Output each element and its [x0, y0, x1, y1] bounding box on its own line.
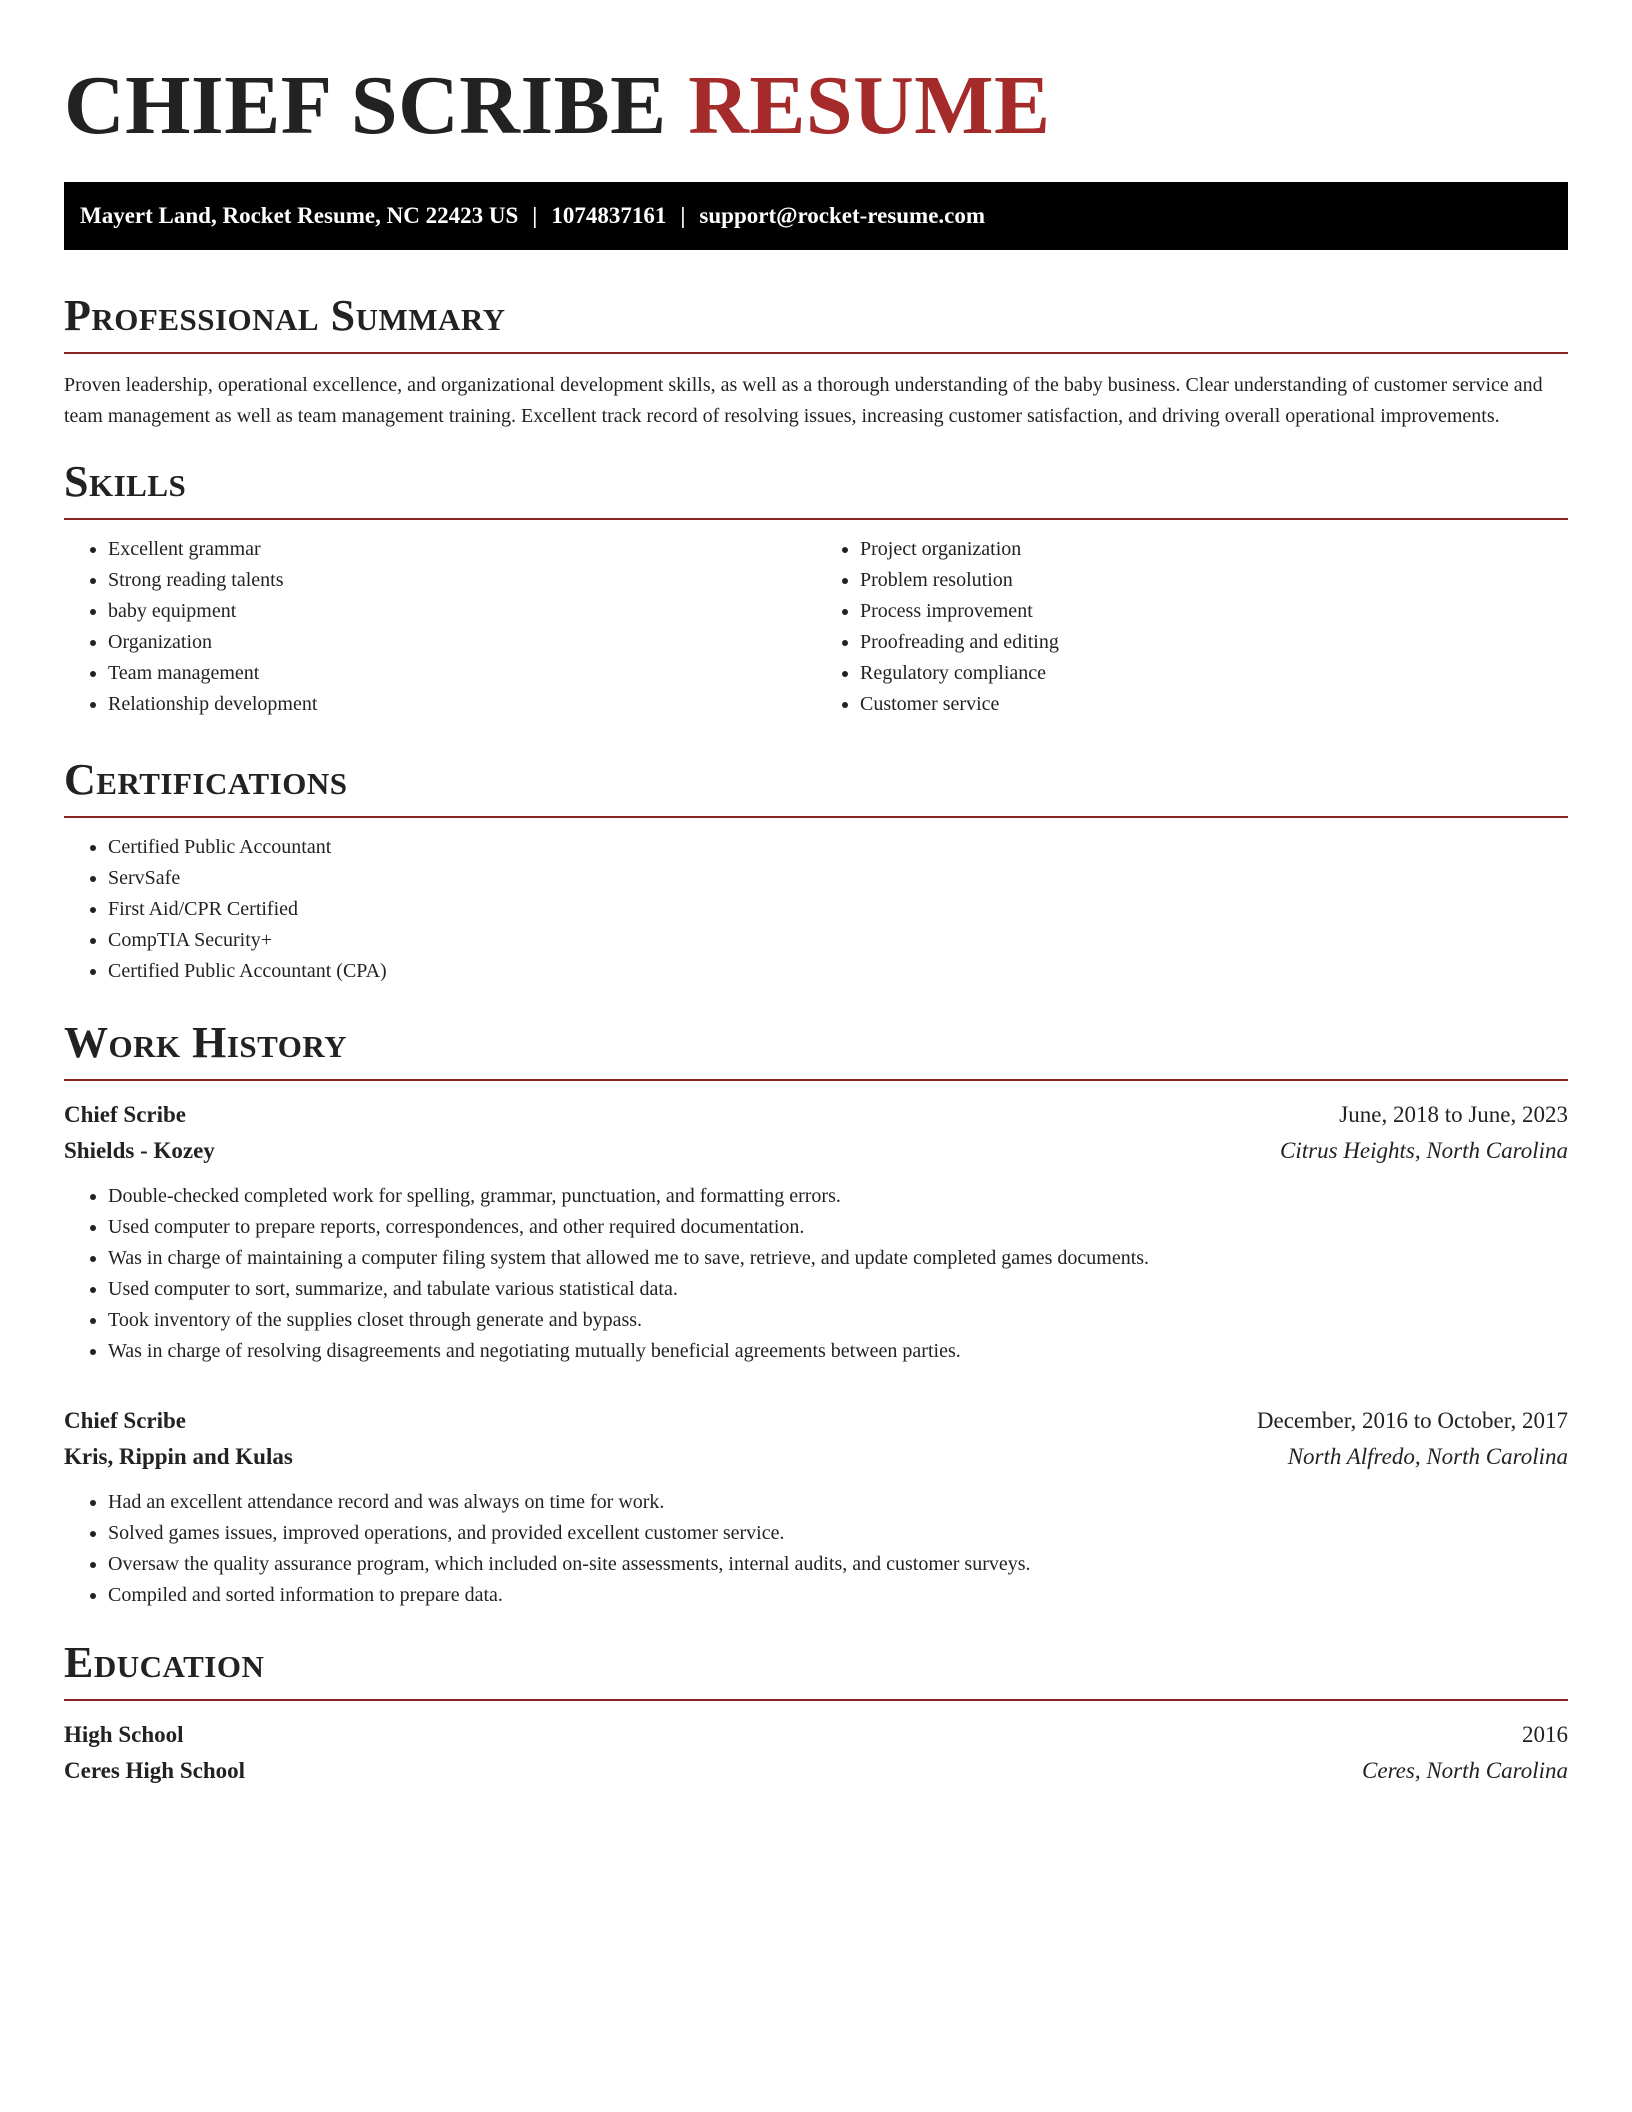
list-item: • Was in charge of maintaining a computer filing system that allowed me to save, retrieve, and update completed games documents.: [108, 1243, 1568, 1274]
education-entry: [64, 1717, 1568, 1789]
contact-separator: |: [680, 203, 686, 228]
list-item: • Was in charge of resolving disagreements and negotiating mutually beneficial agreements between parties.: [108, 1336, 1568, 1367]
education-heading: Education: [64, 1641, 1568, 1701]
list-item: • Relationship development: [108, 689, 816, 720]
list-item: • Project organization: [860, 534, 1568, 565]
list-item: • Problem resolution: [860, 565, 1568, 596]
list-item: • Had an excellent attendance record and was always on time for work.: [108, 1487, 1568, 1518]
job-entry: [64, 1403, 1568, 1611]
skills-list-right: [816, 534, 1568, 720]
list-item: • Compiled and sorted information to prepare data.: [108, 1580, 1568, 1611]
list-item: • First Aid/CPR Certified: [108, 894, 1568, 925]
list-item: • Solved games issues, improved operations, and provided excellent customer service.: [108, 1518, 1568, 1549]
list-item: • Used computer to sort, summarize, and tabulate various statistical data.: [108, 1274, 1568, 1305]
list-item: • CompTIA Security+: [108, 925, 1568, 956]
job-company-row: [64, 1439, 1568, 1475]
contact-bar: [64, 182, 1568, 250]
job-header-row: [64, 1403, 1568, 1439]
job-company: Shields - Kozey: [64, 1138, 215, 1163]
job-dates: December, 2016 to October, 2017: [1256, 1408, 1568, 1433]
list-item: • Double-checked completed work for spelling, grammar, punctuation, and formatting errors.: [108, 1181, 1568, 1212]
certifications-section: [64, 755, 1568, 987]
skills-section: [64, 457, 1568, 720]
skills-grid: [64, 534, 1568, 720]
job-duties-list: [64, 1487, 1568, 1611]
contact-phone: 1074837161: [551, 203, 667, 228]
list-item: • baby equipment: [108, 596, 816, 627]
list-item: • Oversaw the quality assurance program, which included on-site assessments, internal audits, and customer surveys.: [108, 1549, 1568, 1580]
skills-heading: Skills: [64, 460, 1568, 520]
job-title: Chief Scribe: [64, 1102, 187, 1127]
job-dates: June, 2018 to June, 2023: [1339, 1102, 1568, 1127]
list-item: • Used computer to prepare reports, correspondences, and other required documentation.: [108, 1212, 1568, 1243]
list-item: • Certified Public Accountant: [108, 832, 1568, 863]
certifications-heading: Certifications: [64, 758, 1568, 818]
job-location: Citrus Heights, North Carolina: [1280, 1138, 1568, 1163]
list-item: • Certified Public Accountant (CPA): [108, 956, 1568, 987]
list-item: • Excellent grammar: [108, 534, 816, 565]
education-section: [64, 1638, 1568, 1789]
list-item: • Proofreading and editing: [860, 627, 1568, 658]
contact-separator: |: [532, 203, 538, 228]
list-item: • Customer service: [860, 689, 1568, 720]
contact-email: support@rocket-resume.com: [699, 203, 986, 228]
list-item: • Team management: [108, 658, 816, 689]
education-school: Ceres High School: [64, 1758, 246, 1783]
title-accent: RESUME: [688, 59, 1051, 152]
certifications-list: [64, 832, 1568, 987]
work-history-heading: Work History: [64, 1021, 1568, 1081]
list-item: • Organization: [108, 627, 816, 658]
job-company: Kris, Rippin and Kulas: [64, 1444, 293, 1469]
summary-heading: Professional Summary: [64, 294, 1568, 354]
resume-title: [64, 59, 1568, 152]
list-item: • Regulatory compliance: [860, 658, 1568, 689]
list-item: • ServSafe: [108, 863, 1568, 894]
summary-section: [64, 291, 1568, 432]
job-duties-list: [64, 1181, 1568, 1367]
job-company-row: [64, 1133, 1568, 1169]
education-header-row: [64, 1717, 1568, 1753]
skills-list-left: [64, 534, 816, 720]
list-item: • Process improvement: [860, 596, 1568, 627]
job-title: Chief Scribe: [64, 1408, 187, 1433]
job-entry: [64, 1097, 1568, 1367]
list-item: • Took inventory of the supplies closet through generate and bypass.: [108, 1305, 1568, 1336]
work-history-section: [64, 1018, 1568, 1611]
job-header-row: [64, 1097, 1568, 1133]
contact-address: Mayert Land, Rocket Resume, NC 22423 US: [80, 203, 519, 228]
education-degree: High School: [64, 1722, 184, 1747]
summary-text: Proven leadership, operational excellence, and organizational development skills, as well as a thorough understanding of the baby business. Clear understanding of customer service and team management as well as team management training. Excellent track record of resolving issues, increasing customer satisfaction, and driving overall operational improvements.: [64, 374, 1543, 427]
education-year: 2016: [1522, 1722, 1568, 1747]
education-location: Ceres, North Carolina: [1362, 1758, 1568, 1783]
title-main: CHIEF SCRIBE: [64, 59, 667, 152]
list-item: • Strong reading talents: [108, 565, 816, 596]
job-location: North Alfredo, North Carolina: [1287, 1444, 1568, 1469]
education-school-row: [64, 1753, 1568, 1789]
